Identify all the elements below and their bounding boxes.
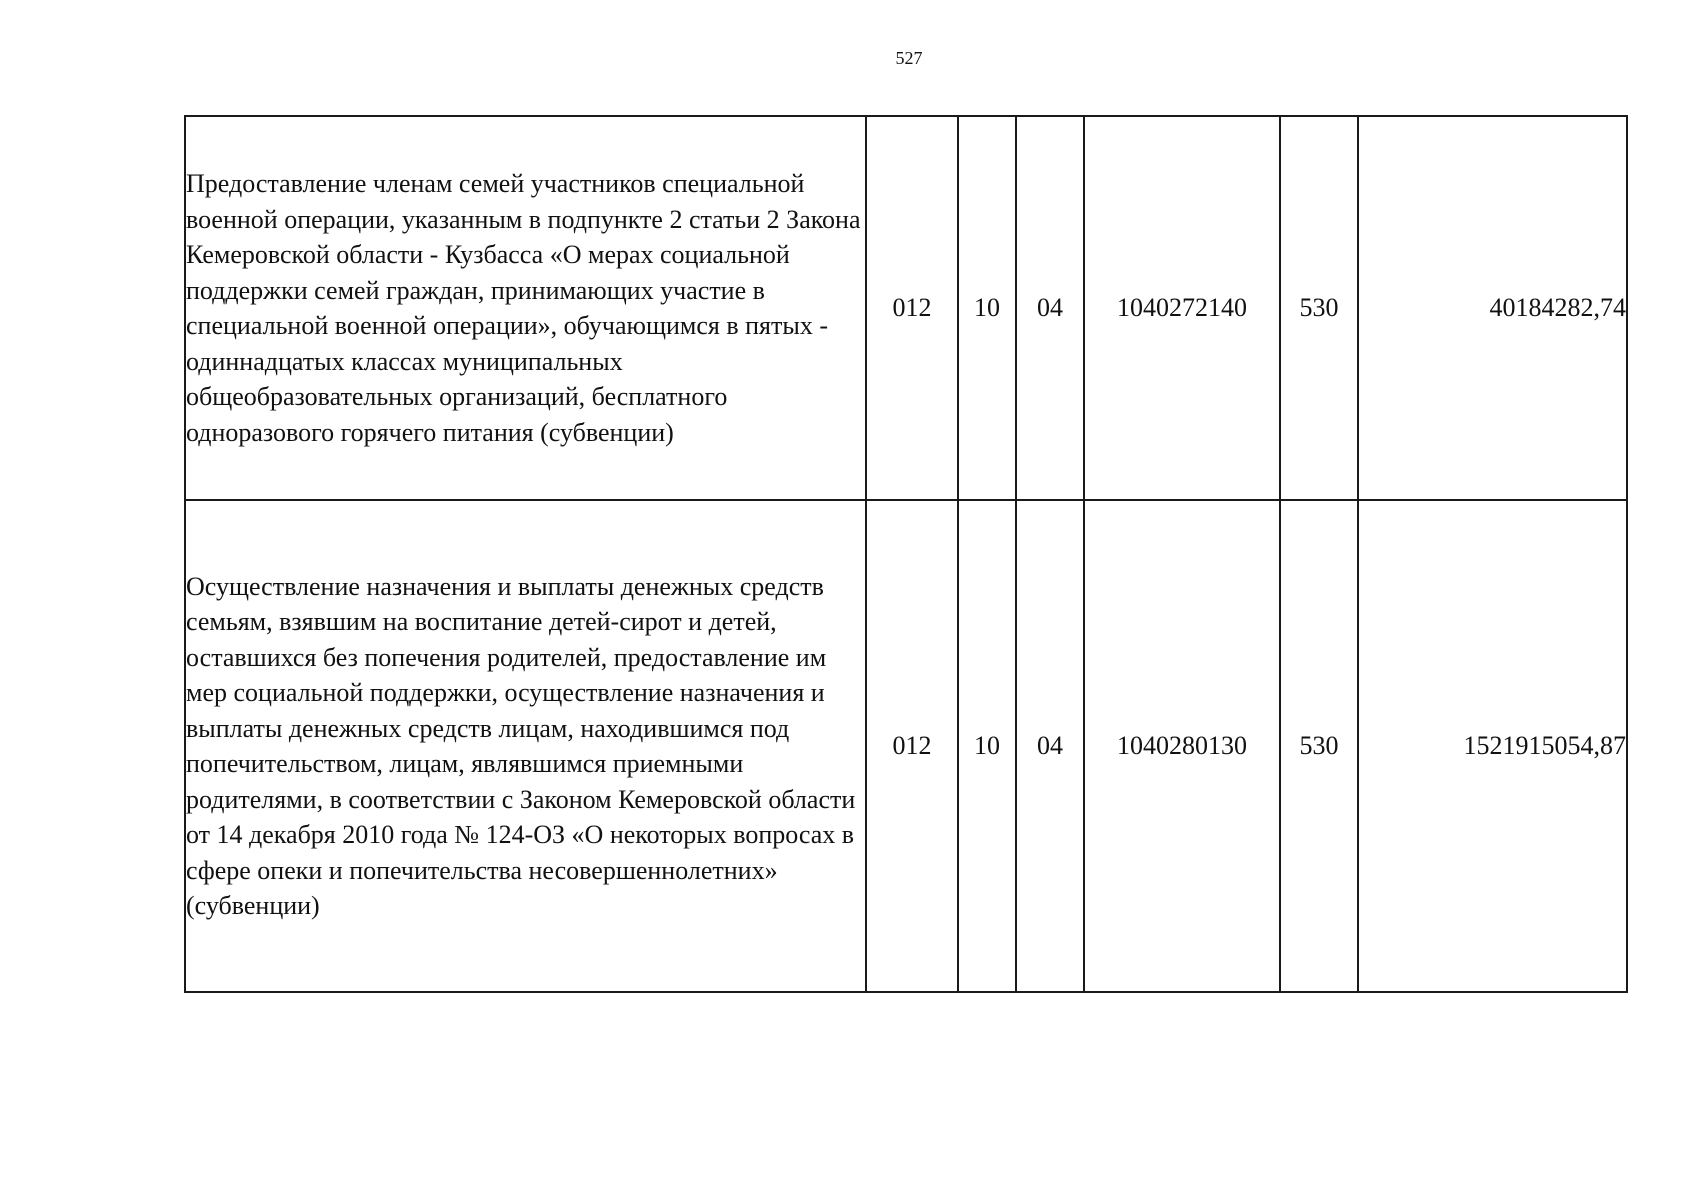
- subsection-code: 04: [1016, 116, 1084, 500]
- expense-type-code: 530: [1280, 500, 1358, 992]
- section-code: 10: [958, 500, 1016, 992]
- ministry-code: 012: [866, 500, 958, 992]
- row-description: Предоставление членам семей участников специальной военной операции, указанным в подпункте 2 статьи 2 Закона Кемеровской области - Кузбасса «О мерах социальной поддержки семей граждан, принимающих участие в специальной военной операции», обучающимся в пятых - одиннадцатых классах муниципальных общеобразовательных организаций, бесплатного одноразового горячего питания (субвенции): [185, 116, 866, 500]
- target-article-code: 1040280130: [1084, 500, 1280, 992]
- section-code: 10: [958, 116, 1016, 500]
- table-row: [185, 116, 1627, 500]
- row-description: Осуществление назначения и выплаты денежных средств семьям, взявшим на воспитание детей-сирот и детей, оставшихся без попечения родителей, предоставление им мер социальной поддержки, осуществление назначения и выплаты денежных средств лицам, находившимся под попечительством, лицам, являвшимся приемными родителями, в соответствии с Законом Кемеровской области от 14 декабря 2010 года № 124-ОЗ «О некоторых вопросах в сфере опеки и попечительства несовершеннолетних» (субвенции): [185, 500, 866, 992]
- amount-value: 1521915054,87: [1358, 500, 1627, 992]
- page-number: 527: [895, 48, 923, 68]
- budget-table: [184, 115, 1628, 993]
- target-article-code: 1040272140: [1084, 116, 1280, 500]
- ministry-code: 012: [866, 116, 958, 500]
- amount-value: 40184282,74: [1358, 116, 1627, 500]
- subsection-code: 04: [1016, 500, 1084, 992]
- expense-type-code: 530: [1280, 116, 1358, 500]
- table-row: [185, 500, 1627, 992]
